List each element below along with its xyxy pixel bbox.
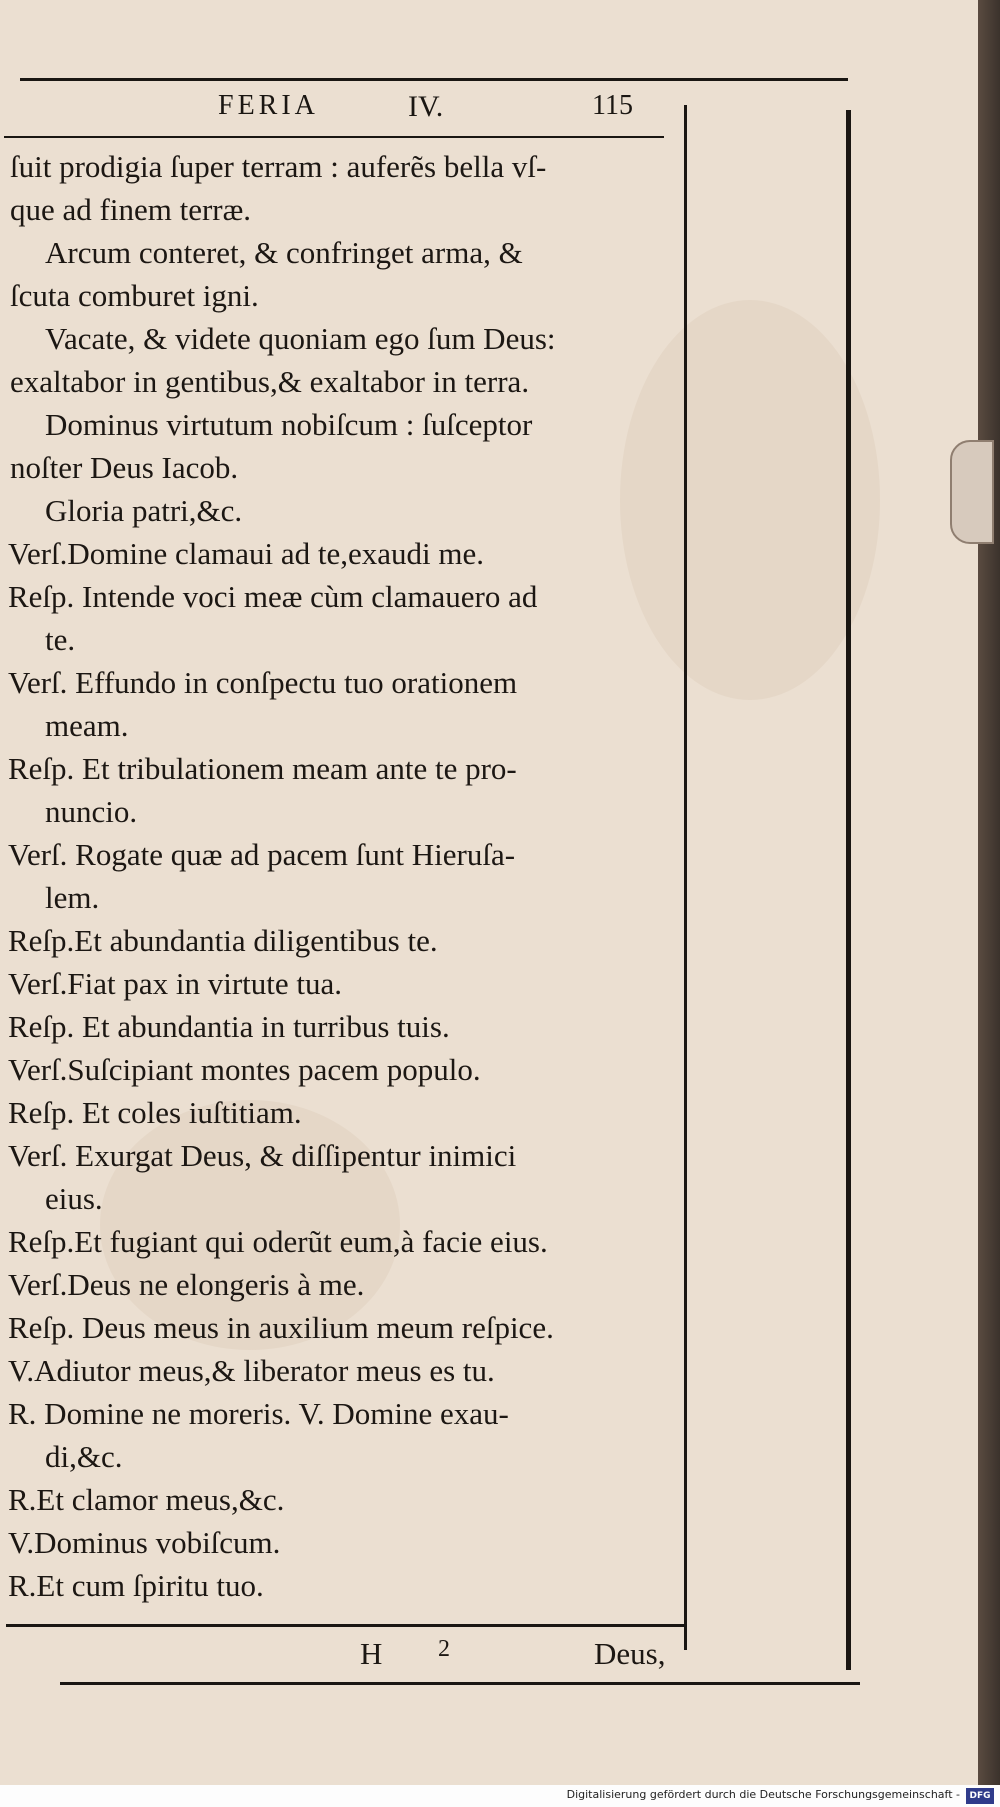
text-line: noſter Deus Iacob. — [10, 450, 239, 485]
text-line: Reſp. Et abundantia in turribus tuis. — [8, 1009, 450, 1044]
page-tab — [950, 440, 994, 544]
text-line: eius. — [45, 1181, 103, 1216]
text-line: nuncio. — [45, 794, 138, 829]
text-line: Reſp. Deus meus in auxilium meum reſpice. — [8, 1310, 554, 1345]
running-title: FERIA — [218, 90, 319, 121]
text-line: Vacate, & videte quoniam ego ſum Deus: — [45, 321, 556, 356]
signature-mark: H — [360, 1636, 383, 1671]
bleed-through-rule — [846, 110, 851, 1670]
text-line: meam. — [45, 708, 129, 743]
text-line: Verſ. Exurgat Deus, & diſſipentur inimici — [8, 1138, 517, 1173]
credit-bar — [0, 1785, 1000, 1807]
text-line: V.Adiutor meus,& liberator meus es tu. — [8, 1353, 495, 1388]
header-underline — [4, 136, 664, 138]
header-rule — [20, 78, 848, 81]
text-line: Verſ. Effundo in conſpectu tuo orationem — [8, 665, 518, 700]
text-line: Reſp. Intende voci meæ cùm clamauero ad — [8, 579, 538, 614]
page-footer — [0, 1636, 690, 1681]
text-line: Verſ.Fiat pax in virtute tua. — [8, 966, 343, 1001]
text-line: lem. — [45, 880, 100, 915]
text-line: exaltabor in gentibus,& exaltabor in terra. — [10, 364, 530, 399]
text-line: R.Et cum ſpiritu tuo. — [8, 1568, 264, 1603]
text-line: te. — [45, 622, 76, 657]
credit-text: Digitalisierung gefördert durch die Deutsche Forschungsgemeinschaft - — [566, 1788, 960, 1801]
text-line: Verſ.Domine clamaui ad te,exaudi me. — [8, 536, 485, 571]
running-header — [0, 90, 680, 135]
text-line: Gloria patri,&c. — [45, 493, 243, 528]
bottom-rule — [6, 1624, 686, 1627]
page-number: 115 — [592, 90, 633, 121]
text-line: que ad finem terræ. — [10, 192, 252, 227]
text-line: Dominus virtutum nobiſcum : ſuſceptor — [45, 407, 533, 442]
catchword: Deus, — [594, 1636, 666, 1671]
text-line: Reſp.Et fugiant qui oderũt eum,à facie eius. — [8, 1224, 548, 1259]
text-line: Verſ.Suſcipiant montes pacem populo. — [8, 1052, 481, 1087]
dfg-logo: DFG — [966, 1788, 994, 1804]
text-line: R.Et clamor meus,&c. — [8, 1482, 285, 1517]
bleed-through-bottom-rule — [60, 1682, 860, 1685]
text-line: Arcum conteret, & confringet arma, & — [45, 235, 523, 270]
signature-number: 2 — [438, 1636, 450, 1662]
text-block — [0, 145, 690, 1607]
text-line: Verſ. Rogate quæ ad pacem ſunt Hieruſa- — [8, 837, 516, 872]
text-line: Reſp. Et tribulationem meam ante te pro- — [8, 751, 517, 786]
text-line: di,&c. — [45, 1439, 123, 1474]
text-line: Verſ.Deus ne elongeris à me. — [8, 1267, 365, 1302]
text-line: ſcuta comburet igni. — [10, 278, 259, 313]
text-line: Reſp.Et abundantia diligentibus te. — [8, 923, 438, 958]
running-numeral: IV. — [408, 90, 444, 123]
text-line: V.Dominus vobiſcum. — [8, 1525, 281, 1560]
text-line: ſuit prodigia ſuper terram : auferẽs bella vſ- — [10, 149, 547, 184]
text-line: Reſp. Et coles iuſtitiam. — [8, 1095, 302, 1130]
text-line: R. Domine ne moreris. V. Domine exau- — [8, 1396, 509, 1431]
page-edge — [978, 0, 1000, 1785]
